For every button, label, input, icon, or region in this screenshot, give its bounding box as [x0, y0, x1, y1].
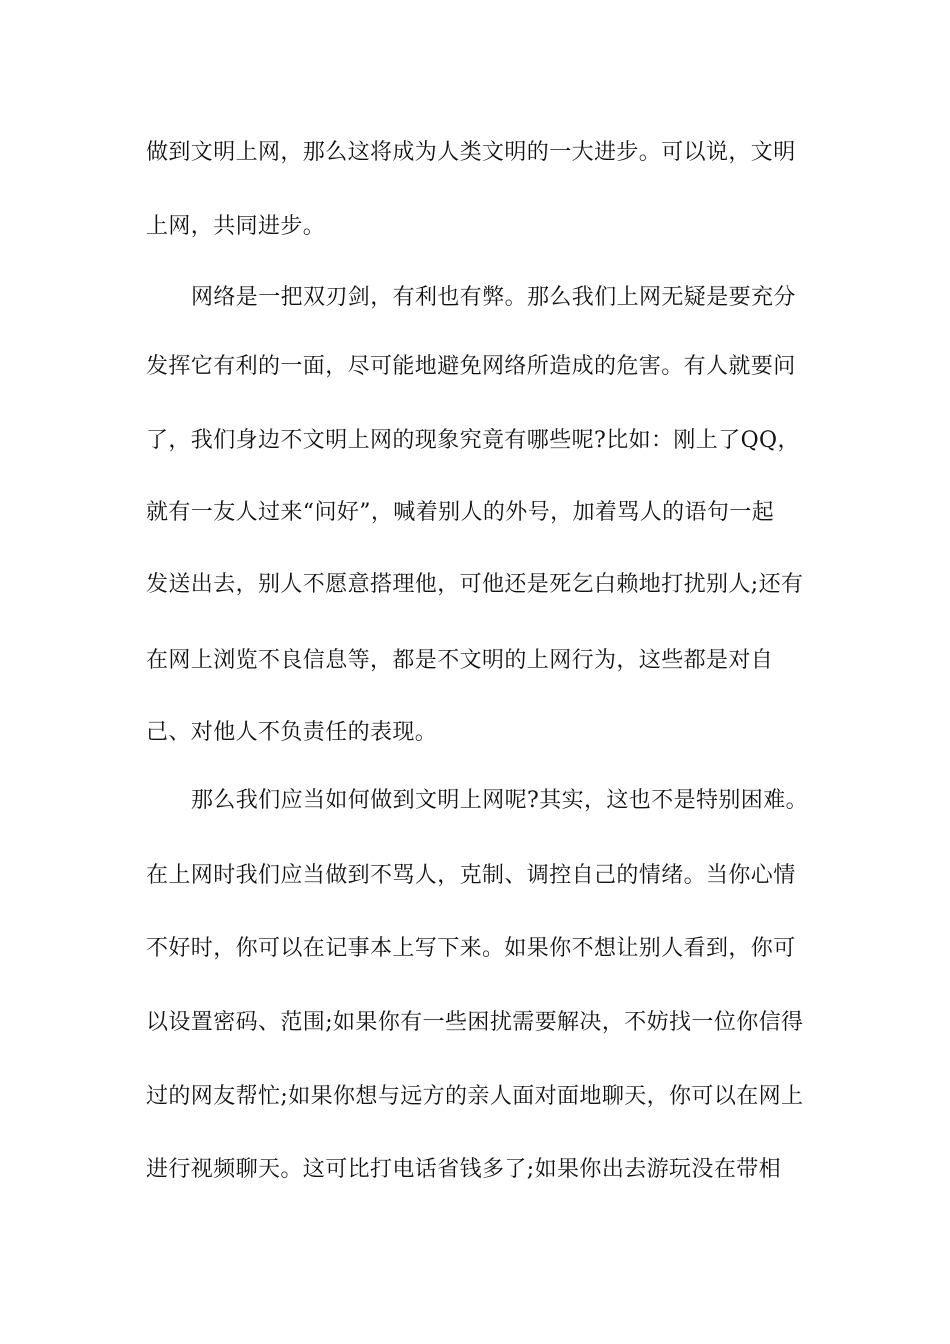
text-line: 进行视频聊天。这可比打电话省钱多了;如果你出去游玩没在带相: [146, 1157, 782, 1182]
text-line: 做到文明上网，那么这将成为人类文明的一大进步。可以说，文明: [146, 140, 796, 165]
text-line: 在网上浏览不良信息等，都是不文明的上网行为，这些都是对自: [146, 648, 774, 673]
paragraph-first-line: 网络是一把双刃剑，有利也有弊。那么我们上网无疑是要充分: [191, 285, 796, 310]
paragraph-first-line: 那么我们应当如何做到文明上网呢?其实，这也不是特别困难。: [191, 788, 808, 813]
text-line: 以设置密码、范围;如果你有一些困扰需要解决，不妨找一位你信得: [146, 1010, 804, 1035]
text-line: 不好时，你可以在记事本上写下来。如果你不想让别人看到，你可: [146, 936, 796, 961]
text-line: 在上网时我们应当做到不骂人，克制、调控自己的情绪。当你心情: [146, 863, 796, 888]
text-line: 过的网友帮忙;如果你想与远方的亲人面对面地聊天，你可以在网上: [146, 1084, 804, 1109]
text-line: 发挥它有利的一面，尽可能地避免网络所造成的危害。有人就要问: [146, 354, 796, 379]
text-line: 了，我们身边不文明上网的现象究竟有哪些呢?比如：刚上了QQ，: [146, 428, 800, 453]
text-line: 上网，共同进步。: [146, 214, 326, 239]
text-line: 发送出去，别人不愿意搭理他，可他还是死乞白赖地打扰别人;还有: [146, 572, 804, 597]
text-line: 己、对他人不负责任的表现。: [146, 720, 438, 745]
text-line: 就有一友人过来“问好”，喊着别人的外号，加着骂人的语句一起: [146, 500, 775, 525]
